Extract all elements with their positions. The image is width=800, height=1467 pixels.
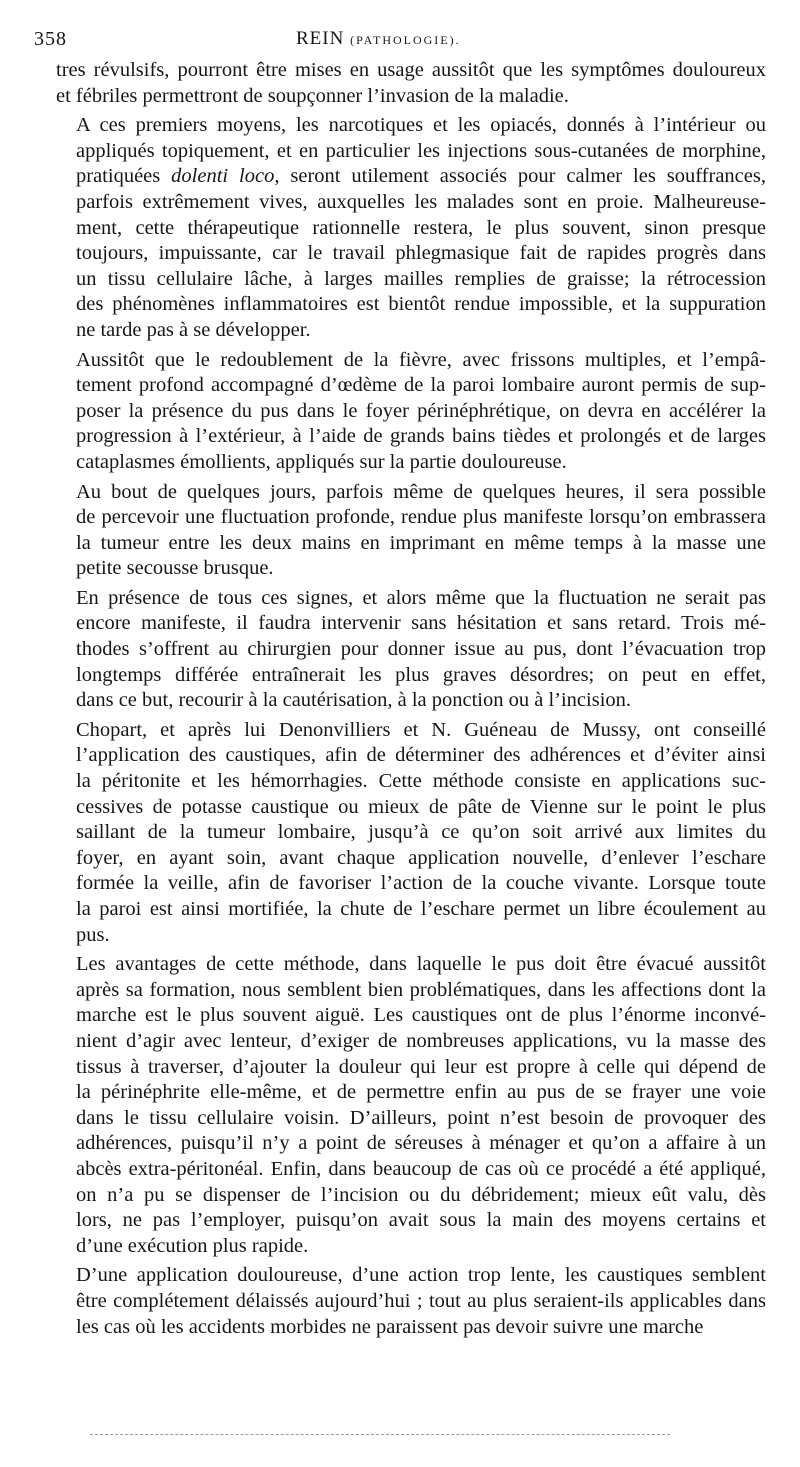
text-line: un tissu cellulaire lâche, à larges mailles remplies de graisse; la rétrocession xyxy=(76,267,766,290)
text-line: et fébriles permettront de soupçonner l’invasion de la maladie. xyxy=(56,84,569,107)
text-line: cessives de potasse caustique ou mieux de pâte de Vienne sur le point le plus xyxy=(76,795,766,818)
text-line: toujours, impuissante, car le travail phlegmasique fait de rapides progrès dans xyxy=(76,242,766,265)
running-head-subtitle: (PATHOLOGIE). xyxy=(350,33,461,47)
text-line: dans ce but, recourir à la cautérisation, à la ponction ou à l’incision. xyxy=(76,689,632,712)
text-line: Les avantages de cette méthode, dans laquelle le pus doit être évacué aussitôt xyxy=(76,953,766,976)
paragraph xyxy=(56,113,766,343)
text-line: parfois extrêmement vives, auxquelles les malades sont en proie. Malheureuse- xyxy=(76,190,766,213)
page-number: 358 xyxy=(34,28,67,50)
text-line: petite secousse brusque. xyxy=(76,557,274,580)
text-line: pratiquées dolenti loco, seront utilement associés pour calmer les souffrances, xyxy=(76,165,766,188)
text-line: on n’a pu se dispenser de l’incision ou du débridement; mieux eût valu, dès xyxy=(76,1183,766,1206)
paragraph xyxy=(56,952,766,1259)
running-head-title: REIN xyxy=(296,28,345,49)
text-line: marche est le plus souvent aiguë. Les caustiques ont de plus l’énorme inconvé- xyxy=(76,1004,766,1027)
text-line: les cas où les accidents morbides ne paraissent pas devoir suivre une marche xyxy=(76,1315,704,1338)
running-head xyxy=(296,28,461,50)
text-line: poser la présence du pus dans le foyer périnéphrétique, on devra en accélérer la xyxy=(76,399,766,422)
text-line: la paroi est ainsi mortifiée, la chute de l’eschare permet un libre écoulement au xyxy=(76,898,766,920)
text-line: nient d’agir avec lenteur, d’exiger de nombreuses applications, vu la masse des xyxy=(76,1029,766,1052)
text-line: formée la veille, afin de favoriser l’action de la couche vivante. Lorsque toute xyxy=(76,872,766,895)
page-header xyxy=(34,22,766,52)
text-line: des phénomènes inflammatoires est bientôt rendue impossible, et la suppuration xyxy=(76,293,766,316)
text-line: pus. xyxy=(76,923,110,946)
text-line: thodes s’offrent au chirurgien pour donner issue au pus, dont l’évacuation trop xyxy=(76,638,766,661)
text-line: En présence de tous ces signes, et alors même que la fluctuation ne serait pas xyxy=(76,586,766,609)
text-line: A ces premiers moyens, les narcotiques et les opiacés, donnés à l’intérieur ou xyxy=(76,114,766,137)
text-line: être complétement délaissés aujourd’hui ; tout au plus seraient-ils applicables dans xyxy=(76,1289,766,1312)
text-line: la périnéphrite elle-même, et de permettre enfin au pus de se frayer une voie xyxy=(76,1081,766,1104)
text-line: la tumeur entre les deux mains en imprimant en même temps à la masse une xyxy=(76,531,766,554)
text-line: lors, ne pas l’employer, puisqu’on avait sous la main des moyens certains et xyxy=(76,1209,766,1232)
text-line: Au bout de quelques jours, parfois même de quelques heures, il sera possible xyxy=(76,480,766,503)
text-line: l’application des caustiques, afin de déterminer des adhérences et d’éviter ainsi xyxy=(76,744,766,767)
text-line: appliqués topiquement, et en particulier les injections sous-cutanées de morphine, xyxy=(76,139,766,162)
body-text xyxy=(56,58,766,1340)
text-line: dans le tissu cellulaire voisin. D’ailleurs, point n’est besoin de provoquer des xyxy=(76,1106,766,1129)
text-line: saillant de la tumeur lombaire, jusqu’à ce qu’on soit arrivé aux limites du xyxy=(76,821,766,844)
text-line: foyer, en ayant soin, avant chaque application nouvelle, d’enlever l’eschare xyxy=(76,846,766,869)
text-line: tissus à traverser, d’ajouter la douleur qui leur est propre à celle qui dépend de xyxy=(76,1055,766,1078)
paragraph xyxy=(56,718,766,948)
text-line: longtemps différée entraînerait les plus graves désordres; on peut en effet, xyxy=(76,663,766,686)
text-line: D’une application douloureuse, d’une action trop lente, les caustiques semblent xyxy=(76,1264,766,1287)
text-line: Chopart, et après lui Denonvilliers et N. Guéneau de Mussy, ont conseillé xyxy=(76,718,766,741)
text-line: d’une exécution plus rapide. xyxy=(76,1234,309,1257)
footer-rule xyxy=(90,1434,670,1435)
paragraph xyxy=(56,1263,766,1340)
text-line: après sa formation, nous semblent bien problématiques, dans les affections dont la xyxy=(76,978,766,1001)
text-line: tres révulsifs, pourront être mises en usage aussitôt que les symptômes douloureux xyxy=(56,59,766,81)
book-page xyxy=(34,22,766,1340)
text-line: tement profond accompagné d’œdème de la paroi lombaire auront permis de sup- xyxy=(76,374,766,397)
paragraph xyxy=(56,586,766,714)
paragraph xyxy=(56,58,766,109)
text-line: de percevoir une fluctuation profonde, rendue plus manifeste lorsqu’on embrassera xyxy=(76,506,766,529)
paragraph xyxy=(56,348,766,476)
paragraph xyxy=(56,480,766,582)
text-line: cataplasmes émollients, appliqués sur la partie douloureuse. xyxy=(76,450,567,473)
text-line: ment, cette thérapeutique rationnelle restera, le plus souvent, sinon presque xyxy=(76,216,766,239)
text-line: abcès extra-péritonéal. Enfin, dans beaucoup de cas où ce procédé a été appliqué, xyxy=(76,1157,766,1180)
text-line: la péritonite et les hémorrhagies. Cette méthode consiste en applications suc- xyxy=(76,770,766,793)
text-line: ne tarde pas à se développer. xyxy=(76,318,311,341)
text-line: Aussitôt que le redoublement de la fièvre, avec frissons multiples, et l’empâ- xyxy=(76,348,766,371)
text-line: adhérences, puisqu’il n’y a point de séreuses à ménager et qu’on a affaire à un xyxy=(76,1132,766,1155)
text-line: progression à l’extérieur, à l’aide de grands bains tièdes et prolongés et de larges xyxy=(76,425,766,448)
text-line: encore manifeste, il faudra intervenir sans hésitation et sans retard. Trois mé- xyxy=(76,612,766,635)
